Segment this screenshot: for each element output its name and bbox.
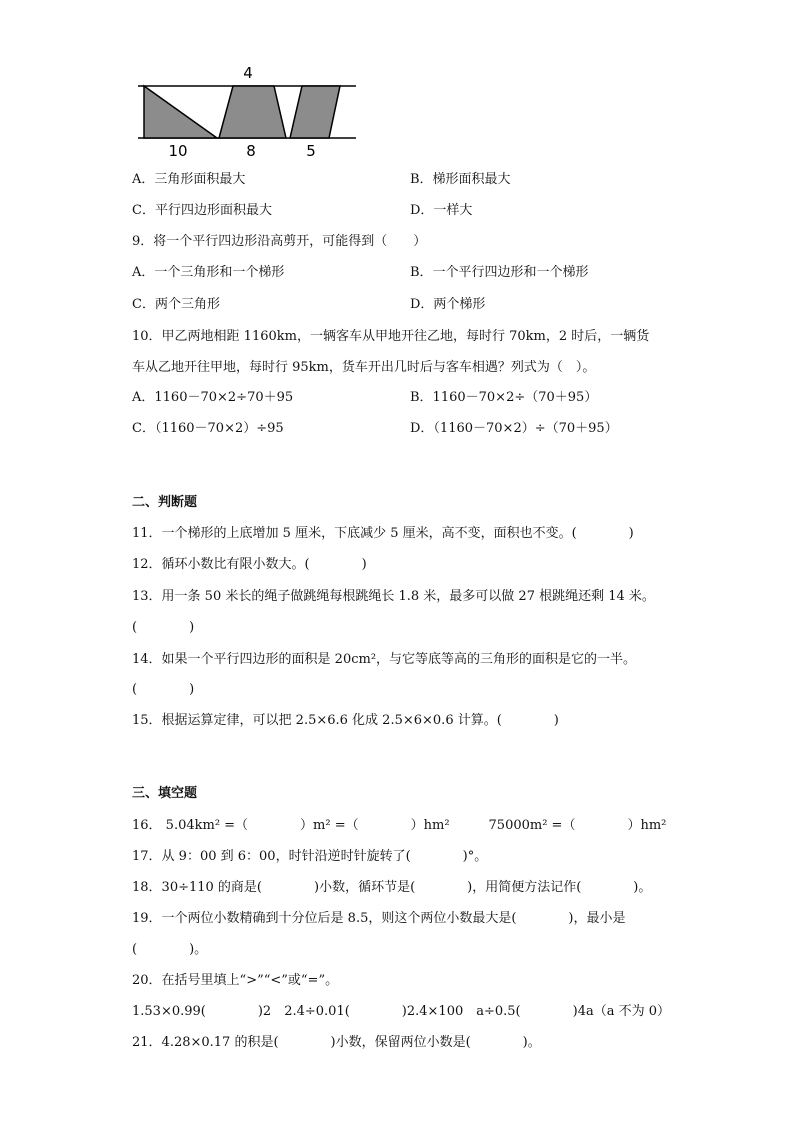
q11: 11．一个梯形的上底增加 5 厘米，下底减少 5 厘米，高不变，面积也不变。( ): [132, 526, 634, 541]
q9-option-d: D．两个梯形: [410, 297, 486, 312]
triangle-shape: [144, 86, 217, 138]
q18: 18．30÷110 的商是( )小数，循环节是( )，用简便方法记作( )。: [132, 880, 652, 895]
q17: 17．从 9：00 到 6：00，时针沿逆时针旋转了( )°。: [132, 849, 488, 864]
q10-option-c: C．（1160－70×2）÷95: [132, 421, 284, 436]
section3-heading: 三、填空题: [132, 786, 198, 801]
q10-stem-line2: 车从乙地开往甲地，每时行 95km，货车开出几时后与客车相遇？列式为（ ）。: [132, 360, 596, 375]
q19-line2: ( )。: [132, 942, 208, 957]
q9-stem: 9．将一个平行四边形沿高剪开，可能得到（ ）: [132, 234, 427, 249]
q21: 21．4.28×0.17 的积是( )小数，保留两位小数是( )。: [132, 1035, 541, 1050]
q9-option-a: A．一个三角形和一个梯形: [132, 265, 285, 280]
q20-stem: 20．在括号里填上“>”“<”或“=”。: [132, 973, 339, 988]
q10-option-d: D．（1160－70×2）÷（70＋95）: [410, 421, 618, 436]
top-label: 4: [243, 64, 253, 82]
q13-answer-blank: ( ): [132, 620, 195, 635]
bottom-label-triangle: 10: [168, 142, 188, 160]
bottom-label-trapezoid: 8: [246, 142, 256, 160]
q9-option-b: B．一个平行四边形和一个梯形: [410, 265, 589, 280]
q8-option-a: A．三角形面积最大: [132, 172, 246, 187]
q19-line1: 19．一个两位小数精确到十分位后是 8.5，则这个两位小数最大是( )，最小是: [132, 911, 626, 926]
parallelogram-shape: [290, 86, 340, 138]
shapes-diagram: [132, 62, 362, 162]
q20-comparisons: 1.53×0.99( )2 2.4÷0.01( )2.4×100 a÷0.5( )4a（a 不为 0）: [132, 1004, 671, 1019]
q14-line1: 14．如果一个平行四边形的面积是 20cm²，与它等底等高的三角形的面积是它的一半。: [132, 652, 637, 667]
q14-answer-blank: ( ): [132, 682, 195, 697]
q10-stem-line1: 10．甲乙两地相距 1160km，一辆客车从甲地开往乙地，每时行 70km，2 时后，一辆货: [132, 329, 650, 344]
shapes-figure: [132, 62, 362, 162]
q9-option-c: C．两个三角形: [132, 297, 220, 312]
q10-option-b: B．1160－70×2÷（70＋95）: [410, 390, 598, 405]
q12: 12．循环小数比有限小数大。( ): [132, 557, 367, 572]
q16: 16． 5.04km² =（ ）m² =（ ）hm² 75000m² =（ ）hm²: [132, 818, 667, 833]
section2-heading: 二、判断题: [132, 495, 198, 510]
q10-option-a: A．1160－70×2÷70＋95: [132, 390, 294, 405]
bottom-label-parallelogram: 5: [306, 142, 316, 160]
trapezoid-shape: [219, 86, 286, 138]
q8-option-c: C．平行四边形面积最大: [132, 203, 272, 218]
q8-option-d: D．一样大: [410, 203, 473, 218]
q15: 15．根据运算定律，可以把 2.5×6.6 化成 2.5×6×0.6 计算。( ): [132, 713, 559, 728]
q13-line1: 13．用一条 50 米长的绳子做跳绳每根跳绳长 1.8 米，最多可以做 27 根跳绳还剩 14 米。: [132, 589, 655, 604]
q8-option-b: B．梯形面积最大: [410, 172, 511, 187]
